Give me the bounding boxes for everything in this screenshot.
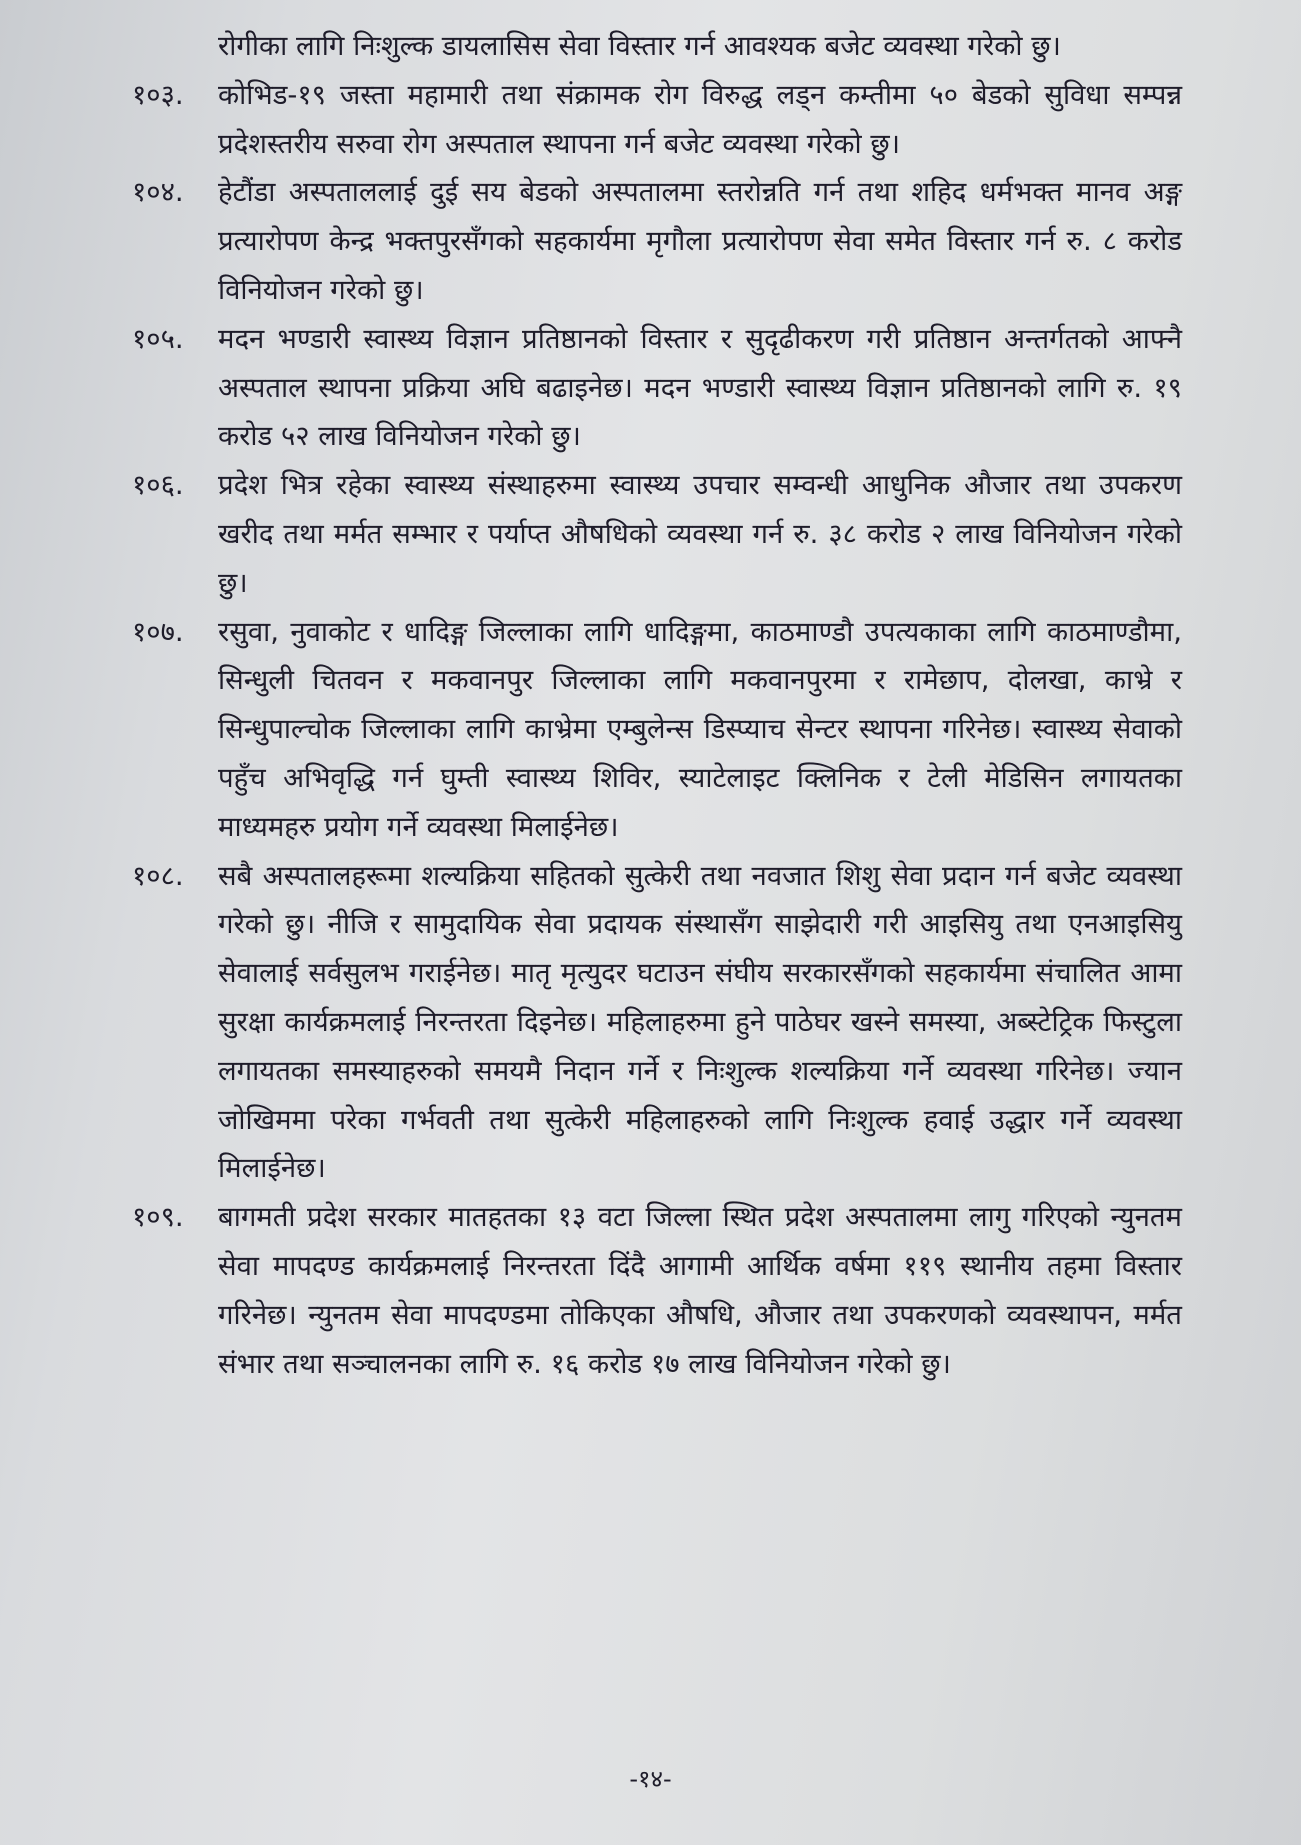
paragraph-text: हेटौंडा अस्पताललाई दुई सय बेडको अस्पतालमा स्तरोन्नति गर्न तथा शहिद धर्मभक्त मानव अङ्ग प्रत्यारोपण केन्द्र भक्तपुरसँगको सहकार्यमा मृगौला प्रत्यारोपण सेवा समेत विस्तार गर्न रु. ८ करोड विनियोजन गरेको छु। bbox=[218, 176, 1182, 306]
paragraph-number: १०४. bbox=[132, 176, 184, 209]
paragraph-105 bbox=[132, 315, 1182, 461]
paragraph-number: १०३. bbox=[132, 78, 184, 111]
paragraph-104 bbox=[132, 168, 1182, 314]
paragraph-text: प्रदेश भित्र रहेका स्वास्थ्य संस्थाहरुमा स्वास्थ्य उपचार सम्वन्धी आधुनिक औजार तथा उपकरण खरीद तथा मर्मत सम्भार र पर्याप्त औषधिको व्यवस्था गर्न रु. ३८ करोड २ लाख विनियोजन गरेको छु। bbox=[218, 469, 1182, 599]
budget-speech-text bbox=[132, 22, 1182, 1388]
paragraph-text: कोभिड-१९ जस्ता महामारी तथा संक्रामक रोग विरुद्ध लड्न कम्तीमा ५० बेडको सुविधा सम्पन्न प्रदेशस्तरीय सरुवा रोग अस्पताल स्थापना गर्न बजेट व्यवस्था गरेको छु। bbox=[218, 78, 1182, 160]
paragraph-106 bbox=[132, 461, 1182, 607]
paragraph-text: रसुवा, नुवाकोट र धादिङ्ग जिल्लाका लागि धादिङ्गमा, काठमाण्डौ उपत्यकाका लागि काठमाण्डौमा, सिन्धुली चितवन र मकवानपुर जिल्लाका लागि मकवानपुरमा र रामेछाप, दोलखा, काभ्रे र सिन्धुपाल्चोक जिल्लाका लागि काभ्रेमा एम्बुलेन्स डिस्प्याच सेन्टर स्थापना गरिनेछ। स्वास्थ्य सेवाको पहुँच अभिवृद्धि गर्न घुम्ती स्वास्थ्य शिविर, स्याटेलाइट क्लिनिक र टेली मेडिसिन लगायतका माध्यमहरु प्रयोग गर्ने व्यवस्था मिलाईनेछ। bbox=[218, 615, 1182, 843]
intro-paragraph bbox=[132, 22, 1182, 71]
paragraph-103 bbox=[132, 71, 1182, 169]
page-number: -१४- bbox=[629, 1765, 672, 1793]
paragraph-number: १०७. bbox=[132, 615, 184, 648]
paragraph-text: मदन भण्डारी स्वास्थ्य विज्ञान प्रतिष्ठानको विस्तार र सुदृढीकरण गरी प्रतिष्ठान अन्तर्गतको आफ्नै अस्पताल स्थापना प्रक्रिया अघि बढाइनेछ। मदन भण्डारी स्वास्थ्य विज्ञान प्रतिष्ठानको लागि रु. १९ करोड ५२ लाख विनियोजन गरेको छु। bbox=[218, 322, 1182, 453]
paragraph-109 bbox=[132, 1193, 1182, 1388]
paragraph-number: १०५. bbox=[132, 322, 184, 355]
paragraph-text: बागमती प्रदेश सरकार मातहतका १३ वटा जिल्ला स्थित प्रदेश अस्पतालमा लागु गरिएको न्युनतम सेवा मापदण्ड कार्यक्रमलाई निरन्तरता दिंदै आगामी आर्थिक वर्षमा ११९ स्थानीय तहमा विस्तार गरिनेछ। न्युनतम सेवा मापदण्डमा तोकिएका औषधि, औजार तथा उपकरणको व्यवस्थापन, मर्मत संभार तथा सञ्चालनका लागि रु. १६ करोड १७ लाख विनियोजन गरेको छु। bbox=[218, 1201, 1182, 1380]
paragraph-number: १०८. bbox=[132, 859, 184, 892]
paragraph-number: १०६. bbox=[132, 469, 184, 502]
intro-paragraph-text: रोगीका लागि निःशुल्क डायलासिस सेवा विस्तार गर्न आवश्यक बजेट व्यवस्था गरेको छु। bbox=[218, 30, 1061, 62]
paragraph-108 bbox=[132, 852, 1182, 1194]
paragraph-text: सबै अस्पतालहरूमा शल्यक्रिया सहितको सुत्केरी तथा नवजात शिशु सेवा प्रदान गर्न बजेट व्यवस्था गरेको छु। नीजि र सामुदायिक सेवा प्रदायक संस्थासँग साझेदारी गरी आइसियु तथा एनआइसियु सेवालाई सर्वसुलभ गराईनेछ। मातृ मृत्युदर घटाउन संघीय सरकारसँगको सहकार्यमा संचालित आमा सुरक्षा कार्यक्रमलाई निरन्तरता दिइनेछ। महिलाहरुमा हुने पाठेघर खस्ने समस्या, अब्स्टेट्रिक फिस्टुला लगायतका समस्याहरुको समयमै निदान गर्ने र निःशुल्क शल्यक्रिया गर्ने व्यवस्था गरिनेछ। ज्यान जोखिममा परेका गर्भवती तथा सुत्केरी महिलाहरुको लागि निःशुल्क हवाई उद्धार गर्ने व्यवस्था मिलाईनेछ। bbox=[218, 859, 1182, 1185]
paragraph-number: १०९. bbox=[132, 1201, 184, 1234]
paragraph-107 bbox=[132, 608, 1182, 852]
